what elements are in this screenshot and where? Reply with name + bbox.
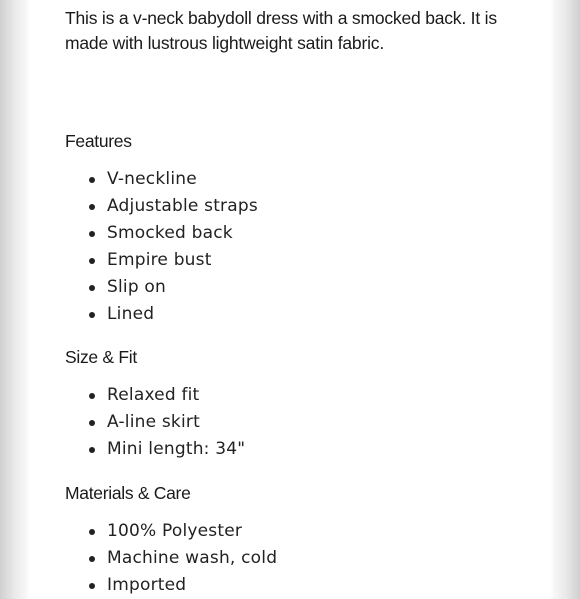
materials-care-section — [65, 482, 535, 599]
size-fit-heading: Size & Fit — [65, 347, 137, 367]
list-item — [65, 518, 535, 545]
list-item-text: Slip on — [107, 277, 167, 297]
bullet-icon — [89, 258, 95, 264]
list-item-text: Lined — [107, 304, 155, 324]
list-item — [65, 382, 535, 409]
bullet-icon — [89, 231, 95, 237]
list-item — [65, 301, 535, 328]
size-fit-section — [65, 346, 535, 463]
bullet-icon — [89, 177, 95, 183]
list-item-text: Relaxed fit — [107, 385, 200, 405]
list-item-text: Smocked back — [107, 223, 233, 243]
bullet-icon — [89, 556, 95, 562]
list-item-text: 100% Polyester — [107, 521, 243, 541]
bullet-icon — [89, 583, 95, 589]
list-item-text: A-line skirt — [107, 412, 200, 432]
list-item-text: Adjustable straps — [107, 196, 258, 216]
list-item-text: Imported — [107, 575, 187, 595]
list-item-text: Machine wash, cold — [107, 548, 278, 568]
list-item — [65, 193, 535, 220]
bullet-icon — [89, 393, 95, 399]
bullet-icon — [89, 312, 95, 318]
list-item — [65, 409, 535, 436]
bullet-icon — [89, 285, 95, 291]
features-section — [65, 130, 535, 328]
size-fit-list — [65, 382, 535, 463]
product-details-panel — [30, 0, 550, 595]
bullet-icon — [89, 447, 95, 453]
materials-care-heading: Materials & Care — [65, 483, 191, 503]
list-item — [65, 545, 535, 572]
bullet-icon — [89, 529, 95, 535]
list-item — [65, 247, 535, 274]
list-item-text: Empire bust — [107, 250, 212, 270]
features-list — [65, 166, 535, 328]
list-item — [65, 436, 535, 463]
product-description: This is a v-neck babydoll dress with a smocked back. It is made with lustrous lightweight satin fabric. — [65, 8, 497, 53]
list-item — [65, 166, 535, 193]
list-item-text: V-neckline — [107, 169, 197, 189]
list-item — [65, 274, 535, 301]
bullet-icon — [89, 204, 95, 210]
list-item-text: Mini length: 34" — [107, 439, 246, 459]
features-heading: Features — [65, 131, 132, 151]
materials-care-list — [65, 518, 535, 599]
list-item — [65, 220, 535, 247]
list-item — [65, 572, 535, 599]
bullet-icon — [89, 420, 95, 426]
